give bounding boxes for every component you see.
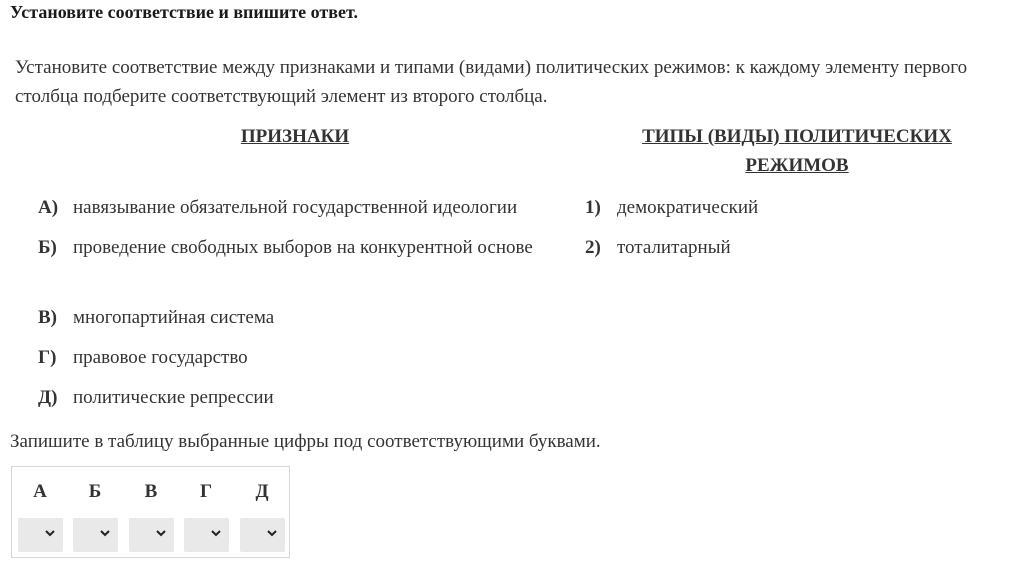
answer-letter-g: Г [199,481,213,502]
answer-table [11,466,290,558]
chevron-down-icon [265,526,279,540]
chevron-down-icon [154,526,168,540]
regime-text: демократический [617,197,759,218]
answer-select-a[interactable] [18,518,63,552]
feature-text: навязывание обязательной государственной идеологии [73,197,518,218]
feature-key: А) [38,197,59,218]
chevron-down-icon [209,526,223,540]
answer-letter-b: Б [88,481,102,502]
answer-select-v[interactable] [129,518,174,552]
answer-instruction: Запишите в таблицу выбранные цифры под соответствующими буквами. [10,431,601,452]
regime-text: тоталитарный [617,237,731,258]
feature-key: Г) [38,347,57,368]
feature-key: В) [38,307,57,328]
chevron-down-icon [43,526,57,540]
regime-key: 1) [585,197,601,218]
answer-letter-d: Д [255,481,269,502]
regimes-column-header: ТИПЫ (ВИДЫ) ПОЛИТИЧЕСКИХ РЕЖИМОВ [642,126,952,176]
chevron-down-icon [98,526,112,540]
answer-select-b[interactable] [73,518,118,552]
answer-letter-a: А [33,481,47,502]
answer-letter-v: В [144,481,158,502]
regime-key: 2) [585,237,601,258]
answer-select-g[interactable] [184,518,229,552]
feature-text: правовое государство [73,347,248,368]
answer-select-d[interactable] [240,518,285,552]
features-column-header: ПРИЗНАКИ [240,126,350,147]
task-heading: Установите соответствие и впишите ответ. [10,2,358,22]
feature-text: проведение свободных выборов на конкурентной основе [73,237,533,258]
feature-text: многопартийная система [73,307,275,328]
feature-key: Д) [38,387,58,408]
task-intro: Установите соответствие между признаками и типами (видами) политических режимов: к каждому элементу первого столбца подберите соответствующий элемент из второго столбца. [15,57,968,107]
feature-text: политические репрессии [73,387,274,408]
feature-key: Б) [38,237,57,258]
